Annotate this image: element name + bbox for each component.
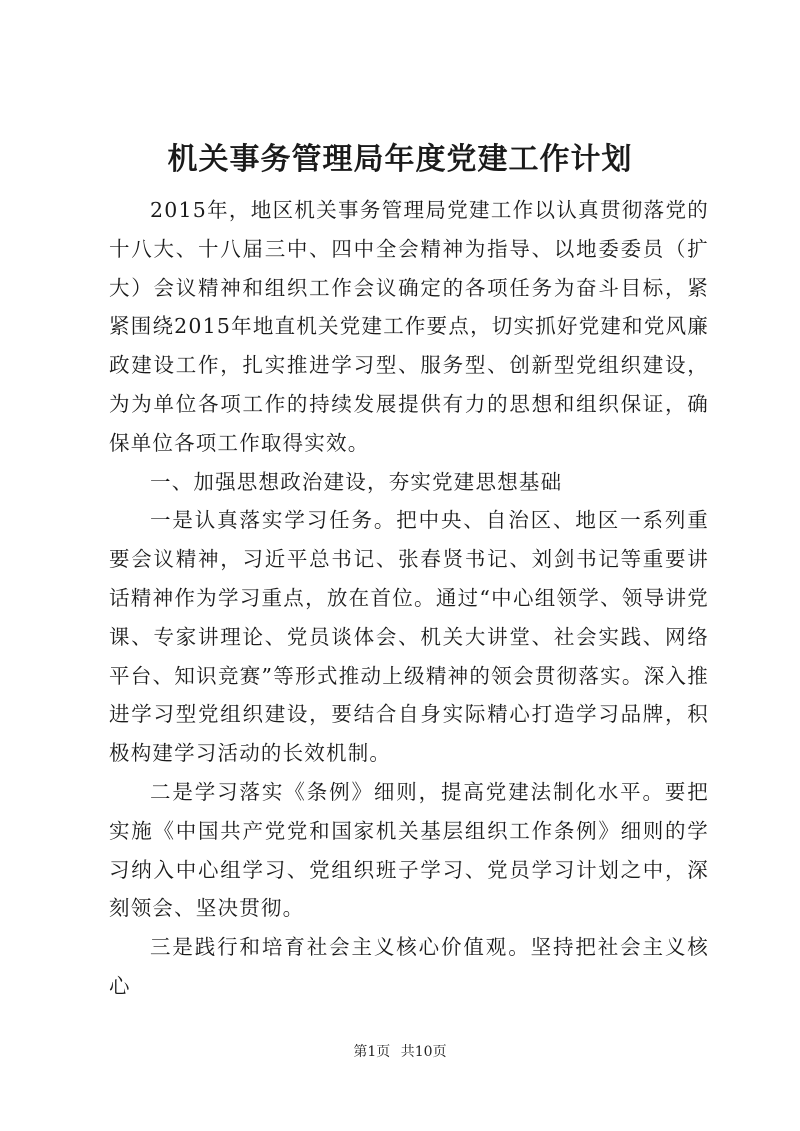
section-heading-1: 一、加强思想政治建设，夯实党建思想基础 <box>150 469 563 494</box>
document-body <box>109 191 709 1006</box>
intro-paragraph: 2015年，地区机关事务管理局党建工作以认真贯彻落党的十八大、十八届三中、四中全会精神为指导、以地委委员（扩大）会议精神和组织工作会议确定的各项任务为奋斗目标，紧紧围绕2015年地直机关党建工作要点，切实抓好党建和党风廉政建设工作，扎实推进学习型、服务型、创新型党组织建设，为为单位各项工作的持续发展提供有力的思想和组织保证，确保单位各项工作取得实效。 <box>109 198 709 455</box>
page-footer <box>0 1042 800 1062</box>
paragraph-regulations: 二是学习落实《条例》细则，提高党建法制化水平。要把实施《中国共产党党和国家机关基层组织工作条例》细则的学习纳入中心组学习、党组织班子学习、党员学习计划之中，深刻领会、坚决贯彻。 <box>109 779 709 921</box>
paragraph-study-tasks: 一是认真落实学习任务。把中央、自治区、地区一系列重要会议精神，习近平总书记、张春贤书记、刘剑书记等重要讲话精神作为学习重点，放在首位。通过“中心组领学、领导讲党课、专家讲理论、党员谈体会、机关大讲堂、社会实践、网络平台、知识竞赛”等形式推动上级精神的领会贯彻落实。深入推进学习型党组织建设，要结合自身实际精心打造学习品牌，积极构建学习活动的长效机制。 <box>109 508 709 766</box>
paragraph-core-values: 三是践行和培育社会主义核心价值观。坚持把社会主义核心 <box>109 935 709 998</box>
page-number: 第1页 <box>353 1044 391 1060</box>
document-title: 机关事务管理局年度党建工作计划 <box>167 142 633 177</box>
page-total: 共10页 <box>400 1044 447 1060</box>
